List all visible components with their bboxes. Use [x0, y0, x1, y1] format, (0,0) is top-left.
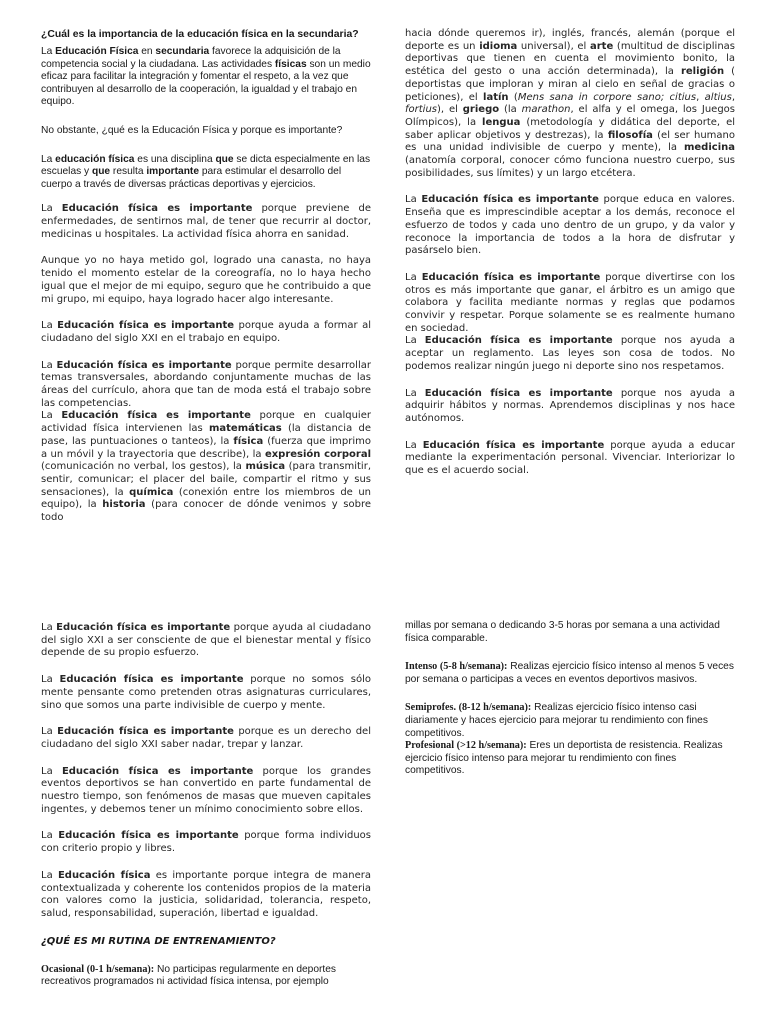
- page1-left-column: [41, 28, 371, 525]
- ocasional-paragraph: Ocasional (0-1 h/semana): No participas regularmente en deportes recreativos programados ni actividad física intensa, por ejemplo: [41, 963, 336, 988]
- consciente-paragraph: La Educación física es importante porque ayuda al ciudadano del siglo XXI a ser consciente de que el bienestar mental y físico depende de su propio esfuerzo.: [41, 622, 371, 659]
- page-separator: [0, 588, 768, 606]
- gol-paragraph: Aunque yo no haya metido gol, logrado una canasta, no haya tenido el momento estelar de la coreografía, no lo haya hecho igual que el mejor de mi equipo, seguro que he contribuido a que mi grupo, mi equipo, haya logrado hacer algo interesante.: [41, 255, 371, 305]
- reglamento-paragraph: La Educación física es importante porque nos ayuda a aceptar un reglamento. Las leyes son cosa de todos. No podemos realizar ningún juego ni deporte sino nos respetamos.: [405, 335, 735, 372]
- definition-paragraph: La educación física es una disciplina que se dicta especialmente en las escuelas y que resulta importante para estimular el desarrollo del cuerpo a través de diversas prácticas deportivas y ejercicios.: [41, 153, 371, 190]
- intro-paragraph: La Educación Física en secundaria favorece la adquisición de la competencia social y la ciudadana. Las actividades físicas son un medio eficaz para facilitar la integración y fomentar el respeto, a la vez que contribuyen al desarrollo de la cooperación, la igualdad y el trabajo en equipo.: [41, 46, 371, 108]
- page2-right-column: [405, 620, 735, 778]
- semiprofes-paragraph: Semiprofes. (8-12 h/semana): Realizas ejercicio físico intenso casi diariamente y haces ejercicio para mejorar tu rendimiento con fines competitivos.: [405, 702, 708, 739]
- document-page-2: [0, 606, 768, 1024]
- divertirse-paragraph: La Educación física es importante porque divertirse con los otros es más importante que ganar, el árbitro es un amigo que colabora y facilita mediante normas y reglas que podamos convivir y respetar. Porque solamente se es realmente humano en sociedad.: [405, 271, 735, 334]
- page2-left-column: [41, 622, 371, 989]
- sanidad-paragraph: La Educación física es importante porque previene de enfermedades, de sentirnos mal, de tener que recurrir al doctor, medicinas u hospitales. La actividad física ahorra en sanidad.: [41, 203, 371, 240]
- eventos-paragraph: La Educación física es importante porque los grandes eventos deportivos se han convertido en parte fundamental de nuestro tiempo, son fenómenos de masas que mueven capitales ingentes, y debemos tener un mínimo conocimiento sobre ellos.: [41, 765, 371, 815]
- derecho-paragraph: La Educación física es importante porque es un derecho del ciudadano del siglo XXI saber nadar, trepar y lanzar.: [41, 726, 371, 750]
- rutina-heading: ¿QUÉ ES MI RUTINA DE ENTRENAMIENTO?: [41, 935, 276, 947]
- profesional-paragraph: Profesional (>12 h/semana): Eres un deportista de resistencia. Realizas ejercicio físico intenso para mejorar tu rendimiento con fines competitivos.: [405, 740, 723, 777]
- areas-paragraph: La Educación física es importante porque en cualquier actividad física intervienen las matemáticas (la distancia de pase, las puntuaciones o tanteos), la física (fuerza que imprimo a un móvil y la trayectoria que describe), la expresión corporal (comunicación no verbal, los gestos), la música (para transmitir, sentir, comunicar; el placer del baile, compartir el ritmo y sus sensaciones), la química (conexión entre los miembros de un equipo), la historia (para conocer de dónde venimos y sobre todo: [41, 410, 371, 524]
- transversales-paragraph: La Educación física es importante porque permite desarrollar temas transversales, abordando conjuntamente muchas de las áreas del currículo, ahora que tan de moda está el trabajo sobre las competencias.: [41, 359, 371, 409]
- valores-paragraph: La Educación física es importante porque educa en valores. Enseña que es imprescindible aceptar a los demás, reconoce el esfuerzo de todos y cada uno dentro de un grupo, y da valor y reconoce la importancia de todos a la hora de disfrutar y pasárselo bien.: [405, 194, 735, 257]
- intenso-paragraph: Intenso (5-8 h/semana): Realizas ejercicio físico intenso al menos 5 veces por semana o participas a veces en eventos deportivos masivos.: [405, 661, 734, 685]
- mente-paragraph: La Educación física es importante porque no somos sólo mente pensante como pretenden otras asignaturas curriculares, sino que somos una parte indivisible de cuerpo y mente.: [41, 674, 371, 711]
- page1-right-column: [405, 28, 735, 478]
- habitos-paragraph: La Educación física es importante porque nos ayuda a adquirir hábitos y normas. Aprendemos disciplinas y nos hace autónomos.: [405, 387, 735, 424]
- page-title: ¿Cuál es la importancia de la educación física en la secundaria?: [41, 29, 359, 40]
- integra-paragraph: La Educación física es importante porque integra de manera contextualizada y coherente los contenidos propios de la materia con valores como la justicia, solidaridad, tolerancia, respeto, salud, responsabilidad, superación, libertad e igualdad.: [41, 869, 371, 919]
- areas-paragraph-continued: hacia dónde queremos ir), inglés, francés, alemán (porque el deporte es un idioma universal), el arte (multitud de disciplinas deportivas que tienen en cuenta el movimiento bonito, la estética del gesto o una acción determinada), la religión ( deportistas que imploran y miran al cielo en señal de gracias o peticiones), el latín (Mens sana in corpore sano; citius, altius, fortius), el griego (la marathon, el alfa y el omega, los Juegos Olímpicos), la lengua (metodología y didática del deporte, el saber aplicar objetivos y destrezas), la filosofía (el ser humano es una unidad indivisible de cuerpo y mente), la medicina (anatomía corporal, conocer cómo funciona nuestro cuerpo, sus posibilidades, sus límites) y un largo etcétera.: [405, 28, 735, 179]
- ocasional-paragraph-continued: millas por semana o dedicando 3-5 horas por semana a una actividad física comparable.: [405, 620, 720, 644]
- question-paragraph: No obstante, ¿qué es la Educación Física y porque es importante?: [41, 124, 343, 136]
- equipo-paragraph: La Educación física es importante porque ayuda a formar al ciudadano del siglo XXI en el trabajo en equipo.: [41, 320, 371, 344]
- criterio-paragraph: La Educación física es importante porque forma individuos con criterio propio y libres.: [41, 830, 371, 855]
- educar-paragraph: La Educación física es importante porque ayuda a educar mediante la experimentación personal. Vivenciar. Interiorizar lo que es el acuerdo social.: [405, 439, 735, 477]
